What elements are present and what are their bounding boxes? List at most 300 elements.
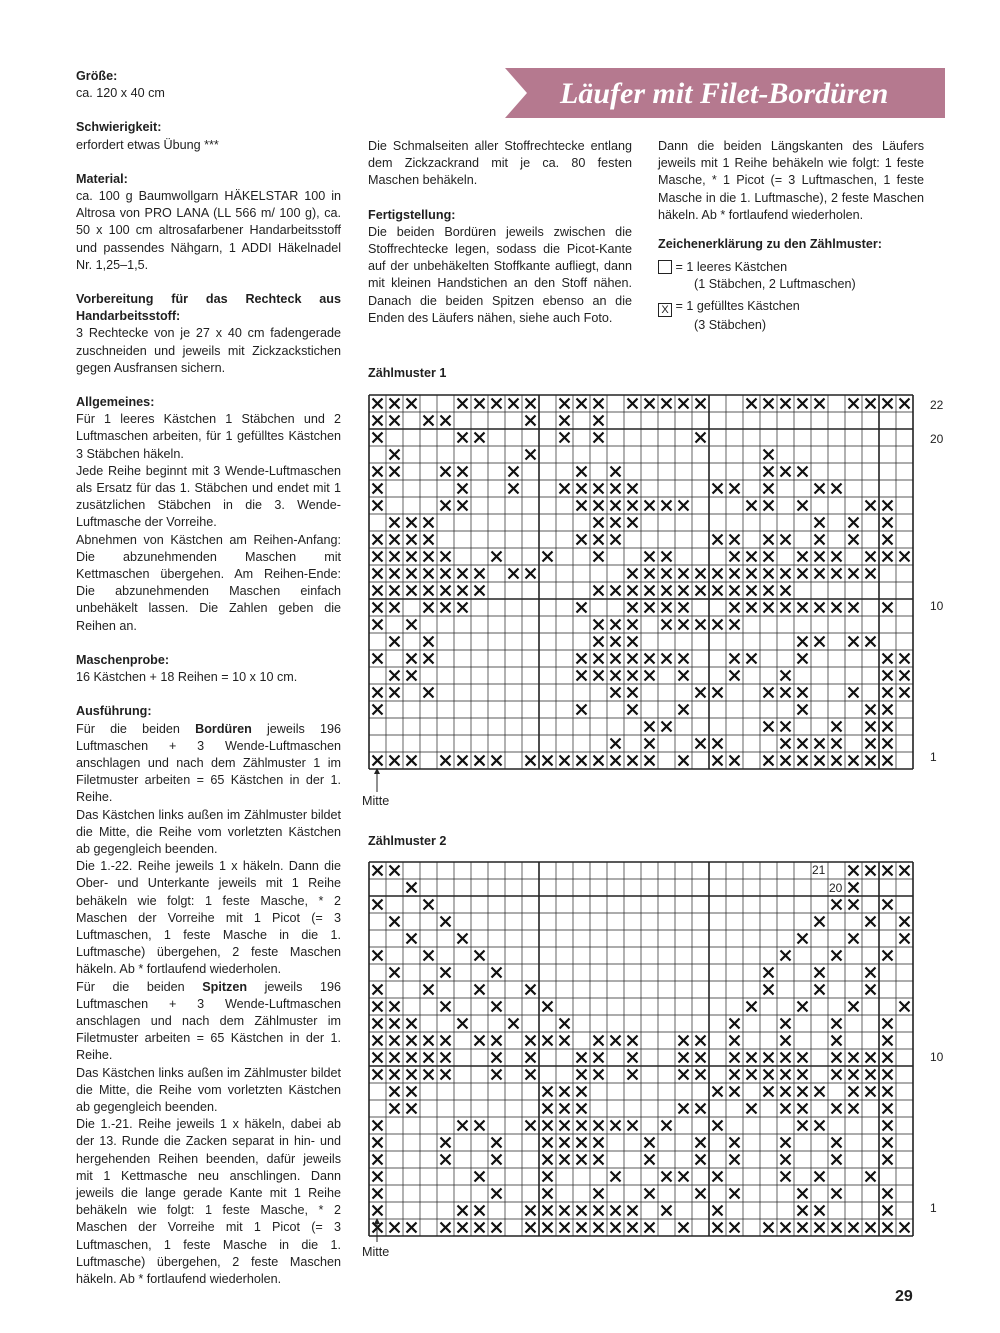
chart1-filled-cell: [441, 416, 451, 426]
chart1-filled-cell: [662, 586, 672, 596]
chart1-filled-cell: [577, 467, 587, 477]
chart1-filled-cell: [849, 535, 859, 545]
chart1-filled-cell: [781, 467, 791, 477]
chart2-filled-cell: [407, 934, 417, 944]
chart2-center-label: Mitte: [362, 1245, 390, 1259]
chart1-filled-cell: [900, 552, 910, 562]
chart2-filled-cell: [441, 1036, 451, 1046]
chart2-filled-cell: [390, 1053, 400, 1063]
chart1-filled-cell: [713, 586, 723, 596]
exec-paragraph-5: Das Kästchen links außen im Zählmuster bildet die Mitte, die Reihe vom vorletzten Kästchen ab gegengleich beenden.: [76, 1065, 341, 1114]
chart2-filled-cell: [883, 1138, 893, 1148]
chart1-filled-cell: [645, 569, 655, 579]
chart1-filled-cell: [390, 416, 400, 426]
chart1-filled-cell: [696, 433, 706, 443]
chart1-filled-cell: [764, 603, 774, 613]
chart2-filled-cell: [883, 951, 893, 961]
chart2-filled-cell: [390, 968, 400, 978]
chart1-filled-cell: [900, 688, 910, 698]
chart2-filled-cell: [628, 1070, 638, 1080]
chart2-filled-cell: [832, 1155, 842, 1165]
chart1-filled-cell: [713, 484, 723, 494]
chart1-filled-cell: [390, 399, 400, 409]
exec-heading: Ausführung:: [76, 704, 152, 719]
chart1-filled-cell: [713, 756, 723, 766]
chart1-filled-cell: [611, 688, 621, 698]
chart1-filled-cell: [883, 722, 893, 732]
chart1-filled-cell: [662, 722, 672, 732]
exec-4-pre: Für die beiden: [76, 979, 203, 994]
chart1-filled-cell: [866, 739, 876, 749]
chart1-filled-cell: [645, 501, 655, 511]
chart1-filled-cell: [594, 518, 604, 528]
chart1-filled-cell: [543, 756, 553, 766]
chart1-filled-cell: [373, 467, 383, 477]
chart1-filled-cell: [679, 756, 689, 766]
chart1-filled-cell: [373, 569, 383, 579]
chart2-filled-cell: [730, 1070, 740, 1080]
chart2-filled-cell: [781, 1036, 791, 1046]
chart2-filled-cell: [900, 866, 910, 876]
chart2-filled-cell: [526, 985, 536, 995]
chart2-filled-cell: [492, 1070, 502, 1080]
chart1-filled-cell: [390, 450, 400, 460]
chart1-filled-cell: [662, 654, 672, 664]
chart2-filled-cell: [730, 1087, 740, 1097]
chart2-filled-cell: [798, 1087, 808, 1097]
chart1-filled-cell: [628, 518, 638, 528]
chart2-filled-cell: [373, 985, 383, 995]
chart2-filled-cell: [577, 1087, 587, 1097]
chart2-filled-cell: [730, 1223, 740, 1233]
chart1-filled-cell: [458, 433, 468, 443]
chart1-filled-cell: [747, 654, 757, 664]
chart1-filled-cell: [849, 569, 859, 579]
chart1-filled-cell: [441, 552, 451, 562]
chart2-filled-cell: [560, 1155, 570, 1165]
chart2-filled-cell: [373, 1138, 383, 1148]
chart1-filled-cell: [730, 671, 740, 681]
chart1-filled-cell: [475, 569, 485, 579]
chart1-filled-cell: [441, 467, 451, 477]
chart2-filled-cell: [815, 917, 825, 927]
chart1-filled-cell: [628, 603, 638, 613]
legend-filled: [658, 298, 924, 334]
chart1-filled-cell: [594, 756, 604, 766]
chart2-filled-cell: [594, 1121, 604, 1131]
chart2-filled-cell: [424, 1053, 434, 1063]
chart2-filled-cell: [577, 1155, 587, 1165]
chart1-filled-cell: [441, 501, 451, 511]
chart1-filled-cell: [407, 399, 417, 409]
chart2-filled-cell: [900, 917, 910, 927]
chart1-filled-cell: [441, 569, 451, 579]
chart2-filled-cell: [798, 1121, 808, 1131]
chart1-filled-cell: [560, 399, 570, 409]
chart2-filled-cell: [866, 917, 876, 927]
chart2-filled-cell: [883, 866, 893, 876]
chart2-grid: [369, 862, 925, 1218]
chart1-filled-cell: [883, 518, 893, 528]
chart1-filled-cell: [424, 654, 434, 664]
chart1-filled-cell: [373, 620, 383, 630]
chart1-filled-cell: [390, 569, 400, 579]
chart1-filled-cell: [526, 399, 536, 409]
chart1-filled-cell: [594, 552, 604, 562]
chart1-filled-cell: [611, 586, 621, 596]
chart2-filled-cell: [662, 1206, 672, 1216]
chart1-filled-cell: [764, 467, 774, 477]
chart1-filled-cell: [849, 756, 859, 766]
chart2-filled-cell: [526, 1223, 536, 1233]
chart2-filled-cell: [492, 1053, 502, 1063]
chart2-filled-cell: [407, 1036, 417, 1046]
chart2-filled-cell: [849, 1223, 859, 1233]
chart2-filled-cell: [849, 934, 859, 944]
general-heading: Allgemeines:: [76, 395, 155, 410]
chart2-filled-cell: [475, 985, 485, 995]
chart1-filled-cell: [679, 654, 689, 664]
chart2-filled-cell: [883, 900, 893, 910]
chart2-label-20: 20: [829, 881, 843, 895]
chart1-filled-cell: [594, 654, 604, 664]
chart2-filled-cell: [492, 1138, 502, 1148]
chart2-filled-cell: [866, 1087, 876, 1097]
chart1-filled-cell: [730, 620, 740, 630]
chart1-filled-cell: [560, 756, 570, 766]
chart1-filled-cell: [594, 416, 604, 426]
chart2-filled-cell: [662, 1121, 672, 1131]
chart2-filled-cell: [424, 951, 434, 961]
chart1-filled-cell: [509, 467, 519, 477]
chart2-filled-cell: [407, 1053, 417, 1063]
chart1-filled-cell: [424, 637, 434, 647]
chart2-filled-cell: [543, 1036, 553, 1046]
chart1-filled-cell: [373, 501, 383, 511]
chart2-filled-cell: [730, 1036, 740, 1046]
chart1-filled-cell: [815, 756, 825, 766]
chart2-filled-cell: [781, 1138, 791, 1148]
chart1-filled-cell: [628, 705, 638, 715]
chart1-filled-cell: [832, 603, 842, 613]
chart2-filled-cell: [883, 1104, 893, 1114]
chart1-filled-cell: [628, 586, 638, 596]
chart2-filled-cell: [815, 1223, 825, 1233]
chart2-filled-cell: [611, 1172, 621, 1182]
chart2-filled-cell: [373, 866, 383, 876]
chart1-filled-cell: [798, 756, 808, 766]
chart1-filled-cell: [475, 433, 485, 443]
chart1-label-1: 1: [930, 750, 937, 764]
chart2-filled-cell: [373, 951, 383, 961]
chart2-filled-cell: [849, 1087, 859, 1097]
chart2-filled-cell: [815, 1087, 825, 1097]
chart2-filled-cell: [611, 1223, 621, 1233]
chart1-filled-cell: [594, 637, 604, 647]
chart2-filled-cell: [373, 1019, 383, 1029]
middle-column: [368, 138, 632, 327]
chart2-title: Zählmuster 2: [368, 834, 447, 848]
chart1-filled-cell: [883, 552, 893, 562]
chart2-filled-cell: [866, 866, 876, 876]
chart1-filled-cell: [696, 688, 706, 698]
chart2-filled-cell: [492, 968, 502, 978]
chart2-filled-cell: [747, 1002, 757, 1012]
right-column: [658, 138, 924, 334]
chart2-filled-cell: [866, 1223, 876, 1233]
chart1-filled-cell: [611, 637, 621, 647]
chart1-filled-cell: [747, 569, 757, 579]
chart2-filled-cell: [492, 1223, 502, 1233]
chart1-filled-cell: [458, 467, 468, 477]
intro-text: Die Schmalseiten aller Stoffrechtecke entlang dem Zickzackrand mit je ca. 80 festen Maschen behäkeln.: [368, 139, 632, 188]
chart1-filled-cell: [475, 399, 485, 409]
chart2-filled-cell: [577, 1053, 587, 1063]
chart2-filled-cell: [849, 1053, 859, 1063]
chart2-filled-cell: [883, 1155, 893, 1165]
chart1-filled-cell: [628, 671, 638, 681]
chart1-filled-cell: [730, 535, 740, 545]
chart1-filled-cell: [526, 416, 536, 426]
chart1-filled-cell: [458, 756, 468, 766]
chart2-filled-cell: [832, 900, 842, 910]
chart1-filled-cell: [781, 603, 791, 613]
chart2-filled-cell: [815, 968, 825, 978]
exec-1-pre: Für die beiden: [76, 721, 196, 736]
chart2-filled-cell: [407, 1070, 417, 1080]
chart2-filled-cell: [458, 1019, 468, 1029]
chart2-filled-cell: [645, 1189, 655, 1199]
chart1-filled-cell: [577, 654, 587, 664]
general-text-2: Jede Reihe beginnt mit 3 Wende-Luftmaschen als Ersatz für das 1. Stäbchen und endet mit 1 zusätzlichen Stäbchen in die 3. Wende-Luftmasche der Vorreihe.: [76, 463, 341, 530]
chart2-filled-cell: [577, 1223, 587, 1233]
chart2-filled-cell: [560, 1087, 570, 1097]
chart1-filled-cell: [781, 569, 791, 579]
chart2-filled-cell: [373, 1172, 383, 1182]
chart2-filled-cell: [900, 1002, 910, 1012]
chart1-filled-cell: [815, 569, 825, 579]
chart2-filled-cell: [832, 1104, 842, 1114]
gauge-heading: Maschenprobe:: [76, 652, 170, 667]
chart1-filled-cell: [458, 501, 468, 511]
chart1-filled-cell: [407, 654, 417, 664]
chart2-filled-cell: [543, 1206, 553, 1216]
chart2-filled-cell: [832, 951, 842, 961]
chart1-filled-cell: [849, 603, 859, 613]
chart2-filled-cell: [373, 1002, 383, 1012]
chart2-filled-cell: [560, 1019, 570, 1029]
chart1-filled-cell: [781, 399, 791, 409]
chart1-filled-cell: [560, 433, 570, 443]
exec-1-bold: Bordüren: [195, 721, 252, 736]
chart1-filled-cell: [458, 569, 468, 579]
chart2-filled-cell: [543, 1189, 553, 1199]
chart2-filled-cell: [441, 1138, 451, 1148]
chart2-filled-cell: [492, 1155, 502, 1165]
chart2-filled-cell: [781, 1053, 791, 1063]
chart1-filled-cell: [390, 603, 400, 613]
chart2-filled-cell: [815, 1172, 825, 1182]
chart1-filled-cell: [611, 654, 621, 664]
chart1-filled-cell: [747, 586, 757, 596]
chart2-filled-cell: [543, 1172, 553, 1182]
chart1-filled-cell: [866, 552, 876, 562]
chart1-label-10: 10: [930, 599, 944, 613]
chart1-filled-cell: [594, 501, 604, 511]
chart1-filled-cell: [883, 654, 893, 664]
chart2-filled-cell: [832, 1189, 842, 1199]
chart2-filled-cell: [696, 1053, 706, 1063]
chart1-filled-cell: [373, 552, 383, 562]
chart1-filled-cell: [883, 739, 893, 749]
chart2-filled-cell: [475, 1223, 485, 1233]
chart1-filled-cell: [866, 569, 876, 579]
chart2-filled-cell: [526, 1053, 536, 1063]
chart1-filled-cell: [849, 637, 859, 647]
chart2-filled-cell: [900, 1223, 910, 1233]
chart1-filled-cell: [679, 603, 689, 613]
chart1-filled-cell: [764, 756, 774, 766]
chart1-filled-cell: [883, 501, 893, 511]
chart1-filled-cell: [832, 756, 842, 766]
chart1-filled-cell: [407, 552, 417, 562]
chart1-filled-cell: [373, 484, 383, 494]
chart2-filled-cell: [730, 1138, 740, 1148]
general-text-1: Für 1 leeres Kästchen 1 Stäbchen und 2 Luftmaschen arbeiten, für 1 gefülltes Kästchen 3 Stäbchen häkeln.: [76, 412, 341, 461]
difficulty-text: erfordert etwas Übung ***: [76, 137, 219, 152]
chart1-filled-cell: [628, 569, 638, 579]
chart1-filled-cell: [832, 552, 842, 562]
chart2-filled-cell: [441, 1002, 451, 1012]
chart1-filled-cell: [611, 518, 621, 528]
chart1-filled-cell: [373, 416, 383, 426]
chart2-filled-cell: [441, 1070, 451, 1080]
chart1-filled-cell: [679, 671, 689, 681]
chart2-filled-cell: [900, 934, 910, 944]
chart1-filled-cell: [424, 688, 434, 698]
exec-paragraph-3: Die 1.-22. Reihe jeweils 1 x häkeln. Dann die Ober- und Unterkante jeweils mit 1 Reihe behäkeln wie folgt: 1 feste Masche, * 2 Maschen der Vorreihe mit 1 Picot (= 3 Luftmaschen, 1 feste Masche in die 1. Luftmasche) übergehen, 2 feste Maschen häkeln. Ab * fortlaufend wiederholen.: [76, 859, 341, 977]
chart2-filled-cell: [679, 1104, 689, 1114]
chart2-filled-cell: [390, 1002, 400, 1012]
chart2-filled-cell: [866, 985, 876, 995]
chart2-filled-cell: [798, 1053, 808, 1063]
chart1-center-label: Mitte: [362, 794, 390, 808]
chart2-filled-cell: [798, 1189, 808, 1199]
chart2-filled-cell: [577, 1138, 587, 1148]
chart2-filled-cell: [543, 1223, 553, 1233]
chart2-filled-cell: [866, 1070, 876, 1080]
chart2-filled-cell: [543, 1138, 553, 1148]
chart1-filled-cell: [747, 552, 757, 562]
chart1-filled-cell: [628, 654, 638, 664]
chart1-filled-cell: [764, 688, 774, 698]
chart1-filled-cell: [832, 484, 842, 494]
chart2-filled-cell: [883, 1036, 893, 1046]
chart1-filled-cell: [577, 671, 587, 681]
chart2-filled-cell: [611, 1036, 621, 1046]
chart2-filled-cell: [441, 968, 451, 978]
chart2-filled-cell: [424, 900, 434, 910]
chart2-filled-cell: [458, 1206, 468, 1216]
chart1-filled-cell: [373, 654, 383, 664]
chart1-filled-cell: [645, 739, 655, 749]
chart2-filled-cell: [713, 1206, 723, 1216]
chart2-filled-cell: [696, 1155, 706, 1165]
chart1-filled-cell: [611, 671, 621, 681]
chart1-filled-cell: [815, 739, 825, 749]
gauge-text: 16 Kästchen + 18 Reihen = 10 x 10 cm.: [76, 670, 298, 685]
chart1-filled-cell: [628, 637, 638, 647]
chart1-filled-cell: [730, 603, 740, 613]
chart2-filled-cell: [560, 1138, 570, 1148]
chart2-filled-cell: [747, 1104, 757, 1114]
chart2-filled-cell: [543, 1104, 553, 1114]
chart1-filled-cell: [373, 399, 383, 409]
chart1-filled-cell: [424, 552, 434, 562]
chart2-filled-cell: [815, 1121, 825, 1131]
chart2-filled-cell: [441, 1223, 451, 1233]
chart1-filled-cell: [713, 688, 723, 698]
chart2-filled-cell: [373, 1053, 383, 1063]
chart2-filled-cell: [390, 1036, 400, 1046]
chart1-filled-cell: [781, 671, 791, 681]
chart1-filled-cell: [798, 501, 808, 511]
chart1-filled-cell: [475, 586, 485, 596]
chart2-filled-cell: [628, 1206, 638, 1216]
chart2-filled-cell: [424, 985, 434, 995]
prep-text: 3 Rechtecke von je 27 x 40 cm fadengerade zuschneiden und jeweils mit Zickzackstichen gegen Ausfransen sichern.: [76, 326, 341, 375]
chart1-filled-cell: [441, 586, 451, 596]
chart1-center-arrow: [372, 768, 382, 792]
chart2-filled-cell: [696, 1104, 706, 1114]
chart2-filled-cell: [458, 934, 468, 944]
chart2-filled-cell: [662, 1172, 672, 1182]
chart1-filled-cell: [730, 484, 740, 494]
chart1-filled-cell: [866, 399, 876, 409]
chart1-filled-cell: [424, 535, 434, 545]
chart1-filled-cell: [492, 552, 502, 562]
material-text: ca. 100 g Baumwollgarn HÄKELSTAR 100 in Altrosa von PRO LANA (LL 566 m/ 100 g), ca. 50 x 100 cm altrosafarbener Handarbeitsstoff und passendes Nähgarn, 1 ADDI Häkelnadel Nr. 1,25–1,5.: [76, 189, 341, 272]
chart1-filled-cell: [713, 620, 723, 630]
chart1-filled-cell: [764, 535, 774, 545]
chart1-filled-cell: [696, 739, 706, 749]
chart1-title: Zählmuster 1: [368, 366, 447, 380]
chart2-filled-cell: [798, 1104, 808, 1114]
chart1-filled-cell: [628, 688, 638, 698]
chart2-filled-cell: [441, 917, 451, 927]
chart1-filled-cell: [883, 671, 893, 681]
chart1-filled-cell: [798, 705, 808, 715]
chart2-filled-cell: [577, 1121, 587, 1131]
chart1-filled-cell: [900, 671, 910, 681]
chart2-filled-cell: [866, 968, 876, 978]
chart1-filled-cell: [730, 756, 740, 766]
chart1-filled-cell: [713, 739, 723, 749]
chart2-filled-cell: [373, 1036, 383, 1046]
chart2-filled-cell: [679, 1070, 689, 1080]
chart2-filled-cell: [849, 1002, 859, 1012]
chart1-filled-cell: [798, 688, 808, 698]
chart2-filled-cell: [594, 1189, 604, 1199]
chart2-filled-cell: [798, 1223, 808, 1233]
chart2-filled-cell: [373, 1121, 383, 1131]
chart2-filled-cell: [628, 1223, 638, 1233]
chart1-filled-cell: [832, 722, 842, 732]
chart2-filled-cell: [373, 1155, 383, 1165]
legend-filled-box: X: [658, 303, 672, 317]
chart1-filled-cell: [747, 603, 757, 613]
chart2-filled-cell: [849, 900, 859, 910]
